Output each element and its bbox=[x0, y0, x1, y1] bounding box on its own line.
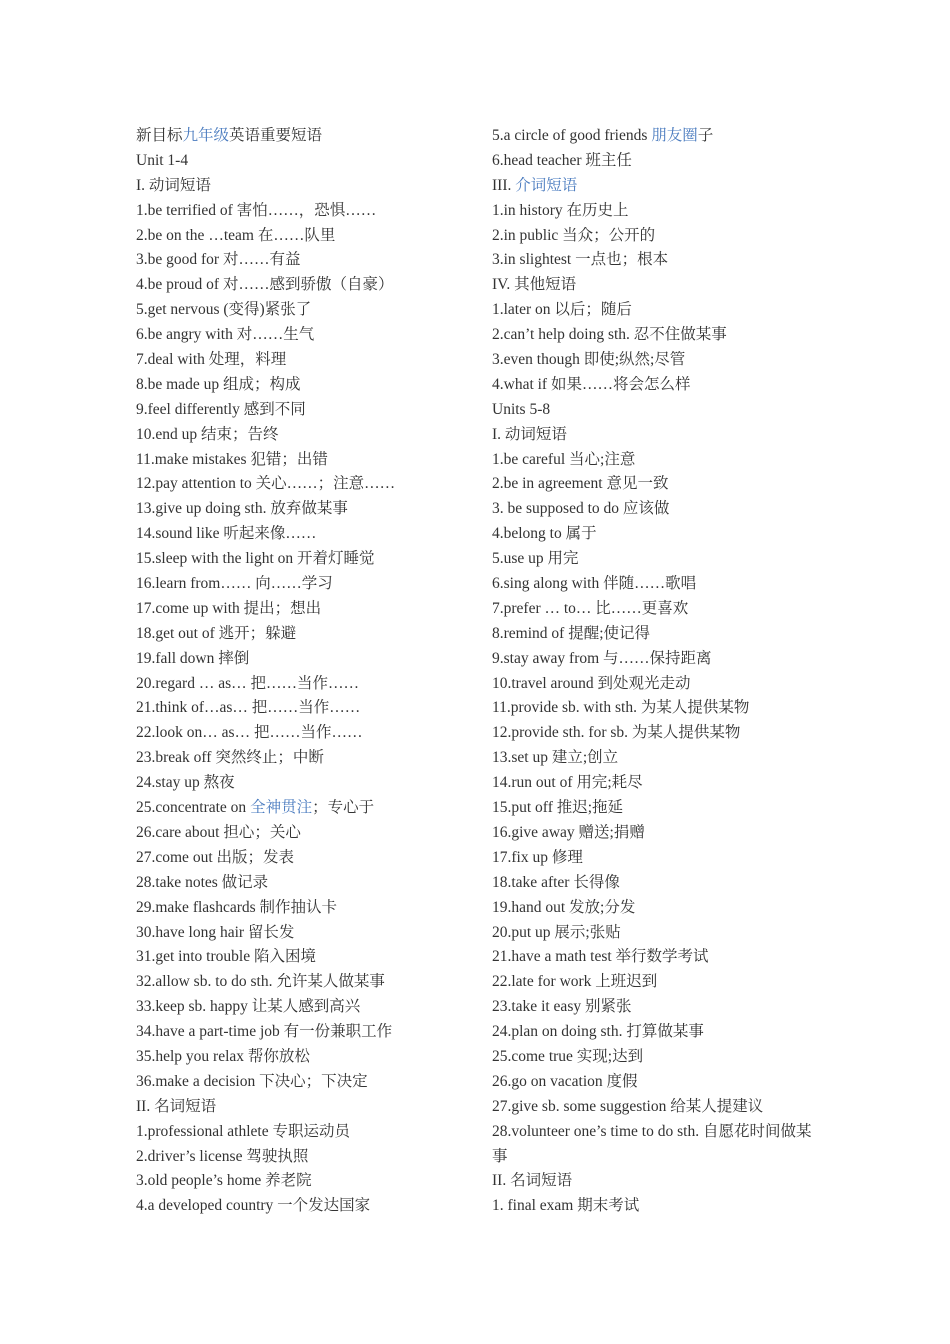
line-text: 1. final exam 期末考试 bbox=[492, 1197, 640, 1215]
left-line-32 bbox=[136, 896, 466, 921]
line-text: 7.prefer … to… 比……更喜欢 bbox=[492, 599, 689, 617]
line-text: 4.belong to 属于 bbox=[492, 525, 597, 543]
right-line-16 bbox=[492, 497, 822, 522]
line-text: 27.give sb. some suggestion 给某人提建议 bbox=[492, 1097, 764, 1115]
line-text: 4.what if 如果……将会怎么样 bbox=[492, 375, 691, 393]
right-line-41 bbox=[492, 1120, 822, 1170]
line-text: 14.run out of 用完;耗尽 bbox=[492, 774, 643, 792]
left-line-13 bbox=[136, 423, 466, 448]
right-line-34 bbox=[492, 945, 822, 970]
right-line-2 bbox=[492, 149, 822, 174]
right-line-27 bbox=[492, 771, 822, 796]
line-text: 24.stay up 熬夜 bbox=[136, 774, 235, 792]
right-line-32 bbox=[492, 896, 822, 921]
line-text: 2.driver’s license 驾驶执照 bbox=[136, 1147, 309, 1165]
left-line-33 bbox=[136, 921, 466, 946]
line-text: 35.help you relax 帮你放松 bbox=[136, 1047, 310, 1065]
line-text: 30.have long hair 留长发 bbox=[136, 923, 295, 941]
left-line-9 bbox=[136, 323, 466, 348]
left-line-37 bbox=[136, 1020, 466, 1045]
right-line-10 bbox=[492, 348, 822, 373]
line-text: 32.allow sb. to do sth. 允许某人做某事 bbox=[136, 973, 385, 991]
line-text: III. bbox=[492, 176, 516, 194]
right-line-15 bbox=[492, 472, 822, 497]
line-text: 24.plan on doing sth. 打算做某事 bbox=[492, 1023, 704, 1041]
right-line-26 bbox=[492, 746, 822, 771]
left-line-42 bbox=[136, 1145, 466, 1170]
highlighted-text: 九年级 bbox=[182, 127, 230, 144]
left-line-3 bbox=[136, 174, 466, 199]
right-line-43 bbox=[492, 1194, 822, 1219]
right-line-4 bbox=[492, 199, 822, 224]
line-text: ；专心于 bbox=[312, 799, 375, 817]
line-text: 15.sleep with the light on 开着灯睡觉 bbox=[136, 550, 375, 568]
left-line-15 bbox=[136, 472, 466, 497]
right-line-38 bbox=[492, 1045, 822, 1070]
left-line-36 bbox=[136, 995, 466, 1020]
highlighted-text: 朋友圈 bbox=[651, 127, 698, 144]
line-text: 20.put up 展示;张贴 bbox=[492, 923, 621, 941]
line-text: 6.head teacher 班主任 bbox=[492, 151, 632, 169]
left-line-21 bbox=[136, 622, 466, 647]
left-column bbox=[136, 124, 466, 1219]
line-text: 4.be proud of 对……感到骄傲（自豪） bbox=[136, 276, 394, 294]
line-text: 15.put off 推迟;拖延 bbox=[492, 799, 624, 817]
left-line-4 bbox=[136, 199, 466, 224]
line-text: 1.be terrified of 害怕……，恐惧…… bbox=[136, 201, 377, 219]
right-line-42 bbox=[492, 1169, 822, 1194]
line-text: 17.come up with 提出；想出 bbox=[136, 599, 322, 617]
right-line-25 bbox=[492, 721, 822, 746]
line-text: 10.travel around 到处观光走动 bbox=[492, 674, 691, 692]
left-line-8 bbox=[136, 298, 466, 323]
line-text: 8.be made up 组成；构成 bbox=[136, 375, 301, 393]
left-line-24 bbox=[136, 696, 466, 721]
left-line-44 bbox=[136, 1194, 466, 1219]
right-line-3 bbox=[492, 174, 822, 199]
left-line-34 bbox=[136, 945, 466, 970]
line-text: 2.in public 当众；公开的 bbox=[492, 226, 656, 244]
line-text: 22.look on… as… 把……当作…… bbox=[136, 724, 363, 742]
right-line-13 bbox=[492, 423, 822, 448]
line-text: 22.late for work 上班迟到 bbox=[492, 973, 658, 991]
line-text: 3.old people’s home 养老院 bbox=[136, 1172, 312, 1190]
right-line-1 bbox=[492, 124, 822, 149]
left-line-19 bbox=[136, 572, 466, 597]
right-line-40 bbox=[492, 1095, 822, 1120]
right-line-9 bbox=[492, 323, 822, 348]
right-line-6 bbox=[492, 248, 822, 273]
line-text: 9.feel differently 感到不同 bbox=[136, 400, 306, 418]
left-line-43 bbox=[136, 1169, 466, 1194]
left-line-28 bbox=[136, 796, 466, 821]
line-text: 23.take it easy 别紧张 bbox=[492, 998, 632, 1016]
left-line-11 bbox=[136, 373, 466, 398]
line-text: II. 名词短语 bbox=[136, 1097, 217, 1115]
line-text: Unit 1-4 bbox=[136, 151, 189, 169]
line-text: 36.make a decision 下决心；下决定 bbox=[136, 1072, 368, 1090]
line-text: 18.get out of 逃开；躲避 bbox=[136, 624, 297, 642]
left-line-41 bbox=[136, 1120, 466, 1145]
line-text: 7.deal with 处理，料理 bbox=[136, 351, 287, 369]
line-text: 18.take after 长得像 bbox=[492, 873, 620, 891]
left-line-26 bbox=[136, 746, 466, 771]
left-line-12 bbox=[136, 398, 466, 423]
left-line-14 bbox=[136, 448, 466, 473]
line-text: 16.give away 赠送;捐赠 bbox=[492, 823, 645, 841]
line-text: 11.provide sb. with sth. 为某人提供某物 bbox=[492, 699, 750, 717]
line-text: 英语重要短语 bbox=[229, 127, 323, 144]
left-line-20 bbox=[136, 597, 466, 622]
highlighted-text: 全神贯注 bbox=[250, 799, 313, 817]
left-line-40 bbox=[136, 1095, 466, 1120]
line-text: 26.care about 担心；关心 bbox=[136, 823, 301, 841]
line-text: 16.learn from…… 向……学习 bbox=[136, 575, 333, 593]
line-text: 1.professional athlete 专职运动员 bbox=[136, 1122, 350, 1140]
line-text: 12.pay attention to 关心……；注意…… bbox=[136, 475, 396, 493]
line-text: II. 名词短语 bbox=[492, 1172, 573, 1190]
line-text: 23.break off 突然终止；中断 bbox=[136, 749, 324, 767]
line-text: 4.a developed country 一个发达国家 bbox=[136, 1197, 371, 1215]
left-line-5 bbox=[136, 224, 466, 249]
right-line-35 bbox=[492, 970, 822, 995]
left-line-31 bbox=[136, 871, 466, 896]
left-line-30 bbox=[136, 846, 466, 871]
line-text: IV. 其他短语 bbox=[492, 276, 577, 294]
left-line-25 bbox=[136, 721, 466, 746]
line-text: 8.remind of 提醒;使记得 bbox=[492, 624, 650, 642]
right-line-37 bbox=[492, 1020, 822, 1045]
line-text: I. 动词短语 bbox=[136, 176, 211, 194]
right-line-20 bbox=[492, 597, 822, 622]
right-line-12 bbox=[492, 398, 822, 423]
left-line-10 bbox=[136, 348, 466, 373]
line-text: I. 动词短语 bbox=[492, 425, 567, 443]
line-text: 3.in slightest 一点也；根本 bbox=[492, 251, 669, 269]
left-line-29 bbox=[136, 821, 466, 846]
line-text: 20.regard … as… 把……当作…… bbox=[136, 674, 359, 692]
right-line-7 bbox=[492, 273, 822, 298]
right-line-17 bbox=[492, 522, 822, 547]
line-text: 12.provide sth. for sb. 为某人提供某物 bbox=[492, 724, 741, 742]
left-line-16 bbox=[136, 497, 466, 522]
line-text: 5.get nervous (变得)紧张了 bbox=[136, 301, 312, 319]
line-text: 21.have a math test 举行数学考试 bbox=[492, 948, 709, 966]
line-text: Units 5-8 bbox=[492, 400, 551, 418]
line-text: 子 bbox=[697, 127, 714, 144]
left-line-2 bbox=[136, 149, 466, 174]
line-text: 31.get into trouble 陷入困境 bbox=[136, 948, 316, 966]
line-text: 26.go on vacation 度假 bbox=[492, 1072, 638, 1090]
right-line-21 bbox=[492, 622, 822, 647]
line-text: 1.later on 以后；随后 bbox=[492, 301, 632, 319]
right-line-11 bbox=[492, 373, 822, 398]
line-text: 3. be supposed to do 应该做 bbox=[492, 500, 670, 518]
left-line-27 bbox=[136, 771, 466, 796]
line-text: 3.be good for 对……有益 bbox=[136, 251, 301, 269]
left-line-38 bbox=[136, 1045, 466, 1070]
right-line-31 bbox=[492, 871, 822, 896]
line-text: 13.set up 建立;创立 bbox=[492, 749, 619, 767]
right-line-19 bbox=[492, 572, 822, 597]
line-text: 21.think of…as… 把……当作…… bbox=[136, 699, 361, 717]
left-line-17 bbox=[136, 522, 466, 547]
right-line-18 bbox=[492, 547, 822, 572]
line-text: 14.sound like 听起来像…… bbox=[136, 525, 317, 543]
line-text: 新目标 bbox=[136, 127, 183, 144]
left-line-1 bbox=[136, 124, 466, 149]
line-text: 2.can’t help doing sth. 忍不住做某事 bbox=[492, 326, 727, 344]
right-line-33 bbox=[492, 921, 822, 946]
line-text: 1.be careful 当心;注意 bbox=[492, 450, 636, 468]
right-line-30 bbox=[492, 846, 822, 871]
left-line-7 bbox=[136, 273, 466, 298]
right-line-8 bbox=[492, 298, 822, 323]
left-line-35 bbox=[136, 970, 466, 995]
line-text: 6.sing along with 伴随……歌唱 bbox=[492, 575, 697, 593]
left-line-6 bbox=[136, 248, 466, 273]
line-text: 33.keep sb. happy 让某人感到高兴 bbox=[136, 998, 361, 1016]
right-line-39 bbox=[492, 1070, 822, 1095]
line-text: 9.stay away from 与……保持距离 bbox=[492, 649, 712, 667]
line-text: 11.make mistakes 犯错；出错 bbox=[136, 450, 328, 468]
right-line-28 bbox=[492, 796, 822, 821]
right-column bbox=[492, 124, 822, 1219]
line-text: 28.volunteer one’s time to do sth. 自愿花时间做某事 bbox=[492, 1122, 812, 1165]
line-text: 13.give up doing sth. 放弃做某事 bbox=[136, 500, 348, 518]
line-text: 6.be angry with 对……生气 bbox=[136, 326, 315, 344]
left-line-39 bbox=[136, 1070, 466, 1095]
left-line-22 bbox=[136, 647, 466, 672]
line-text: 10.end up 结束；告终 bbox=[136, 425, 279, 443]
line-text: 28.take notes 做记录 bbox=[136, 873, 269, 891]
line-text: 19.hand out 发放;分发 bbox=[492, 898, 636, 916]
line-text: 5.use up 用完 bbox=[492, 550, 579, 568]
line-text: 25.come true 实现;达到 bbox=[492, 1047, 644, 1065]
line-text: 17.fix up 修理 bbox=[492, 848, 583, 866]
line-text: 25.concentrate on bbox=[136, 799, 251, 817]
right-line-23 bbox=[492, 672, 822, 697]
line-text: 1.in history 在历史上 bbox=[492, 201, 629, 219]
right-line-36 bbox=[492, 995, 822, 1020]
right-line-5 bbox=[492, 224, 822, 249]
line-text: 29.make flashcards 制作抽认卡 bbox=[136, 898, 338, 916]
right-line-29 bbox=[492, 821, 822, 846]
line-text: 2.be on the …team 在……队里 bbox=[136, 226, 336, 244]
line-text: 19.fall down 摔倒 bbox=[136, 649, 250, 667]
highlighted-text: 介词短语 bbox=[515, 176, 578, 194]
left-line-18 bbox=[136, 547, 466, 572]
line-text: 2.be in agreement 意见一致 bbox=[492, 475, 669, 493]
right-line-22 bbox=[492, 647, 822, 672]
line-text: 3.even though 即使;纵然;尽管 bbox=[492, 351, 686, 369]
right-line-24 bbox=[492, 696, 822, 721]
right-line-14 bbox=[492, 448, 822, 473]
line-text: 34.have a part-time job 有一份兼职工作 bbox=[136, 1023, 393, 1041]
left-line-23 bbox=[136, 672, 466, 697]
line-text: 27.come out 出版；发表 bbox=[136, 848, 294, 866]
line-text: 5.a circle of good friends bbox=[492, 127, 652, 144]
